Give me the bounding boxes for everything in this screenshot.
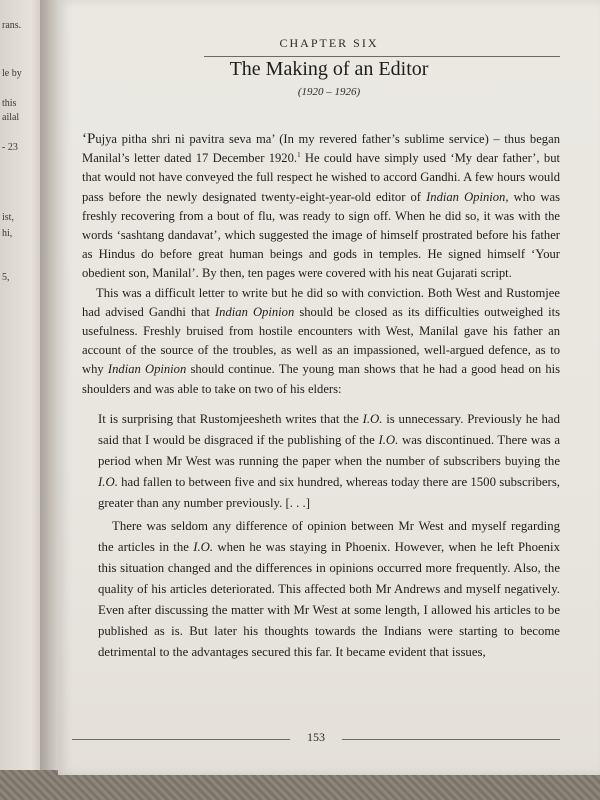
footer-rule-right bbox=[342, 739, 560, 740]
initial-letter: P bbox=[87, 131, 96, 147]
left-page-fragment: rans. bbox=[2, 20, 22, 31]
left-page-fragment: this bbox=[2, 98, 17, 109]
left-page-fragment: hi, bbox=[2, 228, 13, 239]
paragraph: ‘Pujya pitha shri ni pavitra seva ma’ (In my revered father’s sublime service) – thus began Manilal’s letter dated 17 December 1920.$^1$ He could have simply used ‘My dear father’, but that would not have conveyed the full respect he wished to accord Gandhi. A few hours would pass before the newly designated twenty-eight-year-old editor of Indian Opinion, who was freshly recovering from a bout of flu, was ready to sign off. When he did so, it was with the words ‘sashtang dandavat’, which suggested the image of himself prostrated before his father as Hindus do before great human beings and gods in temples. He signed himself ‘Your obedient son, Manilal’. By then, ten pages were covered with his neat Gujarati script. bbox=[82, 131, 560, 281]
left-page-fragment: 5, bbox=[2, 272, 10, 283]
left-page-fragment: ailal bbox=[2, 112, 20, 123]
block-quote bbox=[98, 409, 560, 663]
page-body bbox=[82, 130, 560, 663]
title-rule bbox=[204, 56, 560, 57]
chapter-label: CHAPTER SIX bbox=[279, 36, 379, 50]
quote-paragraph: It is surprising that Rustomjeesheth writes that the I.O. is unnecessary. Previously he had said that I would be disgraced if the publishing of the I.O. was discontinued. There was a period when Mr West was running the paper when the number of subscribers buying the I.O. had fallen to between five and six hundred, whereas today there are 1500 subscribers, greater than any number previously. [. . .] bbox=[98, 411, 560, 510]
chapter-title: The Making of an Editor bbox=[229, 58, 429, 80]
left-page-fragment: ist, bbox=[2, 212, 14, 223]
left-page-fragment: le by bbox=[2, 68, 22, 79]
page-number: 153 bbox=[307, 730, 325, 744]
book-page bbox=[58, 0, 600, 775]
left-page-fragment: - 23 bbox=[2, 142, 18, 153]
paragraph: This was a difficult letter to write but he did so with conviction. Both West and Rustomjee had advised Gandhi that Indian Opinion should be closed as its difficulties outweighed its usefulness. Freshly bruised from hostile encounters with West, Manilal gave his father an account of the source of the troubles, as well as an impassioned, well-argued defence, as to why Indian Opinion should continue. The young man shows that he had a good head on his shoulders and was able to take on two of his elders: bbox=[82, 285, 561, 396]
opening-quote: ‘ bbox=[82, 131, 87, 147]
chapter-years: (1920 – 1926) bbox=[297, 86, 361, 98]
quote-paragraph: There was seldom any difference of opinion between Mr West and myself regarding the articles in the I.O. when he was staying in Phoenix. However, when he left Phoenix this situation changed and the differences in opinions occurred more frequently. Also, the quality of his articles deteriorated. This affected both Mr Andrews and myself negatively. Even after discussing the matter with Mr West at some length, I allowed his articles to be published as is. But later his thoughts towards the Indians were starting to become detrimental to the advantages secured this far. It became evident that issues, bbox=[98, 518, 561, 659]
footnote-marker: 1 bbox=[297, 151, 301, 160]
footer-rule-left bbox=[72, 739, 290, 740]
left-page-edge bbox=[0, 0, 44, 800]
